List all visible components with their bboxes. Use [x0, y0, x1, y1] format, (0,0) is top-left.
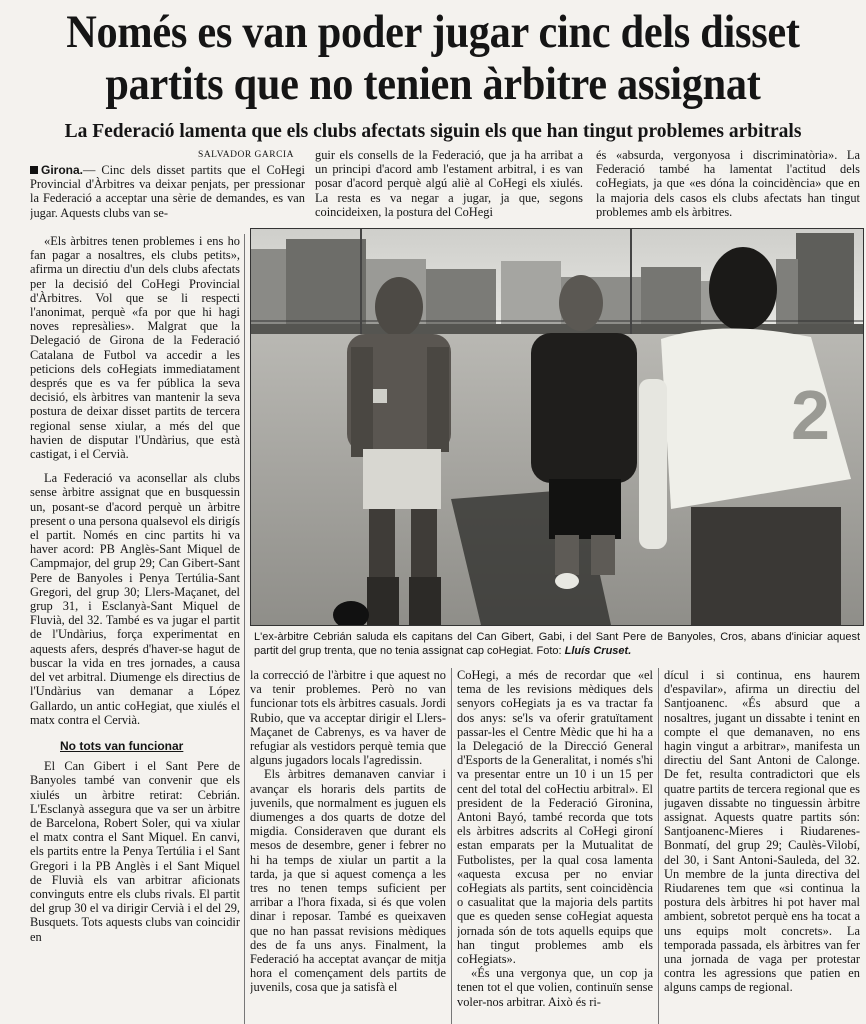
caption-text: L'ex-àrbitre Cebrián saluda els capitans del Can Gibert, Gabi, i del Sant Pere de Banyoles, Cros, abans d'iniciar aquest partit del grup trenta, que no tenia assignat cap coHegiat. Foto:	[254, 631, 860, 657]
paragraph: la correcció de l'àrbitre i que aquest no va tenir problemes. Però no van funcionar tots els àrbitres casuals. Jordi Rubio, que va acceptar dirigir el Llers-Maçanet de Cabrenys, es va haver de refugiar als vestidors perquè temia que alguns jugadors locals l'agredissin.	[250, 668, 446, 768]
column-divider	[244, 234, 245, 1024]
column-divider	[451, 668, 452, 1024]
section-title: No tots van funcionar	[60, 738, 184, 753]
photo-caption	[254, 630, 860, 658]
location-marker-icon	[30, 166, 38, 174]
paragraph: «Els àrbitres tenen problemes i ens ho fan pagar a nosaltres, els clubs petits», afirma un directiu d'un dels clubs afectats per la decisió del CoHegi Provincial d'Àrbitres. Vol que se li respecti l'anonimat, perquè «fa por que hi hagi noves represàlies». Malgrat que la Delegació de Girona de la Federació Catalana de Futbol va accedir a les peticions dels coHegiats immediatament després que es va fer pública la seva decisió, els àrbitres van mantenir la seva postura de deixar disset partits de tercera regional sense xiular, a més del que havien de disputar l'Undàrius, que està castigat, i el Cervià.	[30, 234, 240, 462]
body-column-3	[457, 668, 653, 1024]
lead-column-2	[315, 148, 583, 224]
paragraph: Els àrbitres demanaven canviar i avançar els horaris dels partits de juvenils, que normalment es juguen els diumenges a dos quarts de dotze del migdia. Consideraven que durant els mesos de desembre, gener i febrer no hi ha temps de xiular un partit a la tarda, ja que si aquest comença a les tres no tenen temps suficient per arribar a l'hora fixada, si és que volen dinar i reposar. També es queixaven que no han passat revisions mèdiques des de fa uns anys. Finalment, la Federació ha acceptat avançar de mitja hora el començament dels partits de juvenils, cosa que ja satisfà el	[250, 767, 446, 995]
photo-credit: Lluís Cruset.	[564, 645, 632, 657]
article-photo	[250, 228, 864, 626]
dateline-location: Girona.	[41, 163, 84, 177]
lead-column-1	[30, 163, 305, 225]
subheadline: La Federació lamenta que els clubs afectats siguin els que han tingut problemes arbitrals	[64, 121, 802, 142]
lead-text-part-2: guir els consells de la Federació, que ja ha arribat a un principi d'acord amb l'estament arbitral, i es van posar d'acord perquè algú aliè al CoHegi els xiulés. La resta es va negar a jugar, ja que, segons coincideixen, la postura del CoHegi	[315, 148, 583, 219]
paragraph: dícul i si continua, ens haurem d'espavilar», afirma un directiu del Santjoanenc. «És absurd que a nosaltres, jugant un dissabte i tenint en compte el que demanaven, no ens hagin vingut a arbitrar», manifesta un directiu del Sant Antoni de Calonge. De fet, resulta contradictori que els quatre partits de tercera regional que es jugaven dissabte no tinguessin àrbitre assignat. Aquests quatre partits són: Santjoanenc-Mieres i Riudarenes-Bonmatí, del grup 29; Caulès-Vilobí, del 30, i Sant Antoni-Sauleda, del 32. Un membre de la junta directiva del Riudarenes tem que «si continua la postura dels àrbitres hi pot haver mal ambient, sobretot perquè ens ha tocat a uns equips molt concrets». La temporada passada, els àrbitres van fer una jornada de vaga per protestar contra les agressions que patien en alguns camps de regional.	[664, 668, 860, 995]
byline: SALVADOR GARCIA	[198, 150, 294, 160]
football-match-photo	[251, 229, 863, 625]
body-column-2	[250, 668, 446, 1024]
body-column-1	[30, 234, 240, 1024]
dateline-dash: —	[83, 163, 96, 177]
jersey-number: 2	[791, 376, 830, 454]
body-column-4	[664, 668, 860, 1024]
lead-column-3	[596, 148, 860, 224]
paragraph: El Can Gibert i el Sant Pere de Banyoles també van convenir que els xiulés un àrbitre retirat: Cebrián. L'Esclanyà assegura que va ser un àrbitre de Barcelona, Robert Soler, qui va xiular el matx contra el Sant Miquel. En canvi, els partits entre la Penya Tertúlia i el Sant Gregori i la PB Anglès i el Sant Miquel de Fluvià els van arbitrar aficionats convinguts entre els clubs rivals. El partit del grup 30 el va dirigir Cervià i el del 29, Busquets. Tots aquests clubs van coincidir en	[30, 759, 240, 944]
lead-text-part-1: Cinc dels disset partits que el CoHegi Provincial d'Àrbitres va deixar penjats, per pressionar la Federació a acceptar una sèrie de demandes, es van jugar. Aquests clubs van se-	[30, 163, 305, 220]
headline: Només es van poder jugar cinc dels disset partits que no tenien àrbitre assignat	[66, 6, 800, 110]
paragraph: CoHegi, a més de recordar que «el tema de les revisions mèdiques dels senyors coHegiats ja es va tractar fa dos anys: se'ls va oferir gratuïtament passar-les el Centre Mèdic que hi ha a la Delegació de la Direcció General d'Esports de la Generalitat, i només s'hi va presentar entre un 10 i un 15 per cent del total del coHectiu arbitral». El president de la Federació Gironina, Antoni Bayó, també recorda que tots els àrbitres adscrits al CoHegi gironí estan emparats per la Mutualitat de Futbolistes, per la qual cosa lamenta «aquesta excusa per no enviar coHegiats als partits, sent coincidència o casualitat que la majoria dels partits que es queden sense coHegiat aquesta jornada són de tots aquells equips que han tingut problemes amb els coHegiats».	[457, 668, 653, 967]
paragraph: La Federació va aconsellar als clubs sense àrbitre assignat que en busquessin un, posant-se d'acord perquè un àrbitre present o una persona qualsevol els dirigís el partit. Només en cinc partits hi va haver acord: PB Anglès-Sant Miquel de Campmajor, del grup 29; Can Gibert-Sant Pere de Banyoles i Penya Tertúlia-Sant Gregori, del grup 30; Llers-Maçanet, del grup 31, i Esclanyà-Sant Miquel de Fluvià, del 32. També es va jugar el partit de l'Undàrius, força experimentat en aquests afers, després d'haver-se hagut de buscar la vida en tres jornades, a causa del vet arbitral. Diumenge els directius de l'Undàrius van demanar a López Gallardo, un antic coHegiat, que xiulés el matx contra el Cervià.	[30, 471, 240, 727]
paragraph: «És una vergonya que, un cop ja tenen tot el que volien, continuïn sense voler-nos arbitrar. Això és ri-	[457, 966, 653, 1009]
column-divider	[658, 668, 659, 1024]
lead-text-part-3: és «absurda, vergonyosa i discriminatòria». La Federació també ha lamentat l'actitud dels coHegiats, ja que «es dóna la coincidència» que en la majoria dels casos els clubs afectats han tingut problemes amb els àrbitres.	[596, 148, 860, 219]
